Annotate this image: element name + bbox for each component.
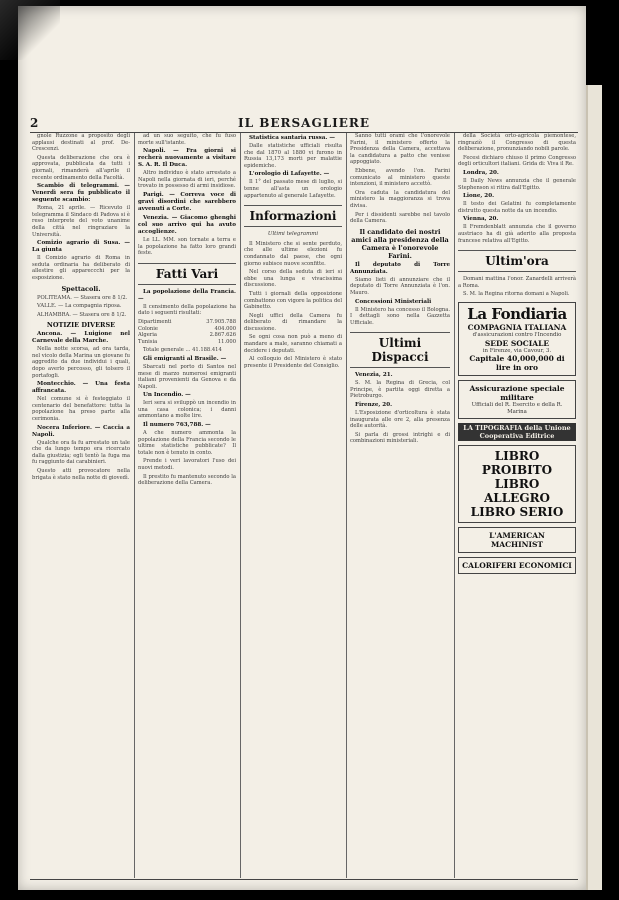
ad-book-allegro: LIBRO ALLEGRO — [483, 477, 550, 506]
article-headline: Venezia. — Giacomo ghenghi col suo arrivo qui ha avuto accoglienze. — [138, 214, 236, 235]
article-paragraph: Nel corso della seduta di ieri si ebbe una lunga e vivacissima discussione. — [244, 269, 342, 289]
article-paragraph: Al colloquio del Ministero è stato presente il Presidente del Consiglio. — [244, 356, 342, 369]
article-paragraph: Il prestito fu mantenuto secondo la deliberazione della Camera. — [138, 473, 236, 487]
ad-fondiaria-title: La Fondiaria — [467, 304, 567, 323]
article-paragraph: Dalle statistiche ufficiali risulta che dal 1870 al 1880 vi furono in Russia 13,173 morti per malattie epidemiche. — [244, 143, 342, 169]
column-5-text — [458, 133, 576, 298]
article-paragraph: Questo atti provocatore nella brigata è stato nella notte di giovedì. — [32, 468, 130, 481]
column-heading: Il candidato dei nostri amici alla presidenza della Camera è l'onorevole Farini. — [351, 227, 449, 260]
article-paragraph: Se ogni cosa non può a meno di mandare a male, saranno chiamati a decidere i deputati. — [244, 334, 342, 354]
article-paragraph: Le LL. MM. son tornate a terra e la popolazione ha fatto loro grandi feste. — [138, 236, 236, 257]
article-headline: Comizio agrario di Susa. — La giunta — [32, 240, 130, 254]
article-headline: Londra, 20. — [463, 169, 499, 176]
ad-machinist-title: L'AMERICAN MACHINIST — [489, 531, 545, 550]
article-paragraph: Negli uffici della Camera fu deliberato di rimandare la discussione. — [244, 312, 342, 332]
column-divider — [346, 133, 347, 878]
article-paragraph: Nella notte scorsa, ad ora tarda, nel vicolo della Marina un giovane fu aggredito da due individui i quali, dopo averlo percosso, gli tolsero il portafogli. — [32, 346, 130, 379]
ad-capital: Capitale 40,000,000 di lire in oro — [469, 354, 565, 373]
column-divider — [454, 133, 455, 878]
article-paragraph: Per i dissidenti sarebbe nel tavolo della Camera. — [350, 211, 450, 225]
ad-fondiaria — [458, 302, 576, 376]
ad-banner: LA TIPOGRAFIA della Unione Cooperativa Editrice — [458, 423, 576, 441]
article-paragraph: ALHAMBRA. — Stasera ore 8 1/2. — [37, 311, 127, 318]
article-headline: Statistica santaria russa. — — [249, 135, 335, 141]
table-row — [138, 319, 236, 326]
article-paragraph: Tutti i giornali della opposizione combattono con vigore la politica del Gabinetto. — [244, 290, 342, 311]
article-paragraph: Sbarcati nel porto di Santos nel mese di marzo numerosi emigranti italiani provenienti da Genova e da Napoli. — [138, 363, 236, 390]
section-heading: Ultim'ora — [458, 250, 576, 272]
article-headline: L'orologio di Lafayette. — — [249, 171, 330, 178]
article-paragraph: Il Daily News annunzia che il generale Stephenson si ritira dall'Egitto. — [458, 177, 576, 191]
article-paragraph: Il censimento della popolazione ha dato i seguenti risultati: — [138, 303, 236, 317]
article-paragraph: Ieri sera si sviluppò un incendio in una casa colonica; i danni ammontano a molte lire. — [138, 400, 236, 420]
article-headline: Venezia, 21. — [355, 372, 393, 379]
column-divider — [134, 133, 135, 878]
ad-insurance-title: Assicurazione speciale militare — [469, 384, 565, 403]
article-headline: Scambio di telegrammi. — Venerdì sera fu pubblicato il seguente scambio: — [32, 183, 130, 204]
article-headline: Parigi. — Correva voce di gravi disordini che sarebbero avvenuti a Corte. — [138, 191, 236, 212]
table-row — [138, 326, 236, 333]
article-paragraph: POLITEAMA. — Stasera ore 8 1/2. — [37, 294, 128, 301]
article-headline: La popolazione della Francia. — — [138, 288, 236, 302]
article-paragraph: Prende i veri lavoratori l'uso dei nuovi metodi. — [138, 458, 236, 472]
article-paragraph: gnole Ruzzone a proposito degli applausi destinati al prof. De-Crescenzi. — [32, 133, 130, 153]
article-paragraph: Fecesi dichiaro chiuso il primo Congresso degli orticultori italiani. Grida di: Viva il Re. — [458, 154, 576, 168]
table-label: Tunisia — [138, 338, 158, 345]
section-subheading: Ultimi telegrammi — [267, 231, 319, 238]
column-heading: NOTIZIE DIVERSE — [46, 321, 116, 330]
article-headline: Firenze, 20. — [355, 402, 393, 409]
ad-seat: SEDE SOCIALE — [484, 338, 550, 348]
article-headline: Napoli. — Fra giorni si recherà nuovamente a visitare S. A. R. Il Duca. — [138, 148, 236, 169]
article-paragraph: L'Esposizione d'orticoltura è stata inaugurata alle ore 2, alla presenza delle autorità. — [350, 410, 450, 430]
page-edge — [586, 85, 602, 890]
article-paragraph: ad un suo seguito, che fu fuso morte sull'istante. — [138, 133, 236, 146]
article-paragraph: Ebbene, avendo l'on. Farini comunicato al ministero queste intenzioni, il ministero accettò. — [350, 167, 450, 188]
article-paragraph: Il Ministero ha concesso il Bologna. I dettagli sono nella Gazzetta Ufficiale. — [350, 306, 450, 326]
article-paragraph: A che numero ammonta la popolazione della Francia secondo le ultime statistiche pubblicate? Il totale non è tenuto in conto. — [138, 430, 236, 456]
table-label: Colonie — [138, 325, 158, 332]
article-headline: Nocera Inferiore. — Caccia a Napoli. — [32, 424, 130, 438]
masthead-title: IL BERSAGLIERE — [237, 116, 371, 130]
article-paragraph: Totale generale ... 41.188.414 — [143, 347, 222, 354]
ad-stoves — [458, 557, 576, 574]
article-paragraph: Domani mattina l'onor. Zanardelli arriverà a Roma. — [458, 276, 576, 289]
article-paragraph: Altro individuo è stato arrestato a Napoli nella giornata di ieri, perché trovato in possesso di armi insidiose. — [138, 170, 236, 190]
table-label: Algeria — [138, 332, 158, 339]
table-value: 11.000 — [217, 338, 236, 345]
article-paragraph: Qualche ora fa fu arrestato un tale che da lungo tempo era ricercato dalla giustizia; egli tentò la fuga ma fu raggiunto dai carabinieri. — [32, 439, 130, 466]
table-value: 404.000 — [214, 325, 236, 332]
article-paragraph: della Società orto-agricola piemontese, ringraziò il Congresso di questa deliberazione, pronunziando nobili parole. — [458, 133, 576, 153]
article-headline: Montecchio. — Una festa affrancata. — [32, 381, 130, 395]
article-paragraph: VALLE. — La compagnia riposa. — [37, 303, 122, 310]
article-paragraph: Nel comune si è festeggiato il centenario del benefattore: tutta la popolazione ha preso parte alla cerimonia. — [32, 396, 130, 423]
section-heading: Ultimi Dispacci — [350, 332, 450, 368]
article-paragraph: Questa deliberazione che ora è approvata, pubblicata da tutti i giornali, rimanderà all'aprile il recente ordinamento della Facoltà. — [32, 154, 130, 181]
section-heading: Fatti Vari — [138, 263, 236, 285]
corner-shadow — [0, 0, 60, 60]
article-paragraph: Il Fremdenblatt annunzia che il governo austriaco ha di già aderito alla proposta francese relativa all'Egitto. — [458, 224, 576, 244]
article-headline: Lione, 20. — [463, 193, 495, 200]
article-paragraph: Sanno tutti orami che l'onorevole Farini, il ministero offerto la Presidenza della Camera, accettava la candidatura a patto che venisse appoggiato. — [350, 133, 450, 166]
ad-books — [458, 445, 576, 523]
column-divider — [240, 133, 241, 878]
column-1 — [32, 133, 130, 878]
ad-tagline: d'assicurazioni contro l'Incendio — [472, 331, 562, 338]
table-value: 37.905.788 — [206, 318, 236, 325]
article-headline: Gli emigranti al Brasile. — — [143, 355, 227, 362]
article-paragraph: Si parla di grossi intrighi e di combinazioni ministeriali. — [350, 431, 450, 445]
column-heading: Spettacoli. — [61, 284, 101, 293]
ad-book-serio: LIBRO SERIO — [470, 505, 564, 520]
table-value: 2.867.626 — [209, 332, 236, 339]
article-paragraph: S. M. la Regina di Grecia, col Principe, è partita oggi diretta a Pietroburgo. — [350, 380, 450, 400]
article-headline: Il deputato di Torre Annunziata. — [350, 261, 450, 275]
statistics-table — [138, 319, 236, 345]
article-paragraph: S. M. la Regina ritorna domani a Napoli. — [463, 291, 570, 298]
article-paragraph: Il testo dei Gelatini fu completamente distrutto questa notte da un incendio. — [458, 201, 576, 214]
article-paragraph: Il Ministero che si sente perduto, che alle ultime elezioni fu condannato dal paese, che ogni giorno subisce nuove sconfitte. — [244, 240, 342, 267]
ad-book-proibito: LIBRO PROIBITO — [481, 449, 553, 478]
page-number: 2 — [30, 116, 39, 130]
column-5 — [458, 133, 576, 878]
ad-stoves-title: CALORIFERI ECONOMICI — [462, 561, 572, 571]
ad-machinist — [458, 527, 576, 553]
article-paragraph: Roma, 21 aprile. — Ricevuto il telegramma il Sindaco di Padova si è reso interprete del voto unanime della città nel ringraziare la Università. — [32, 205, 130, 238]
column-4 — [350, 133, 450, 878]
article-paragraph: Siamo lieti di annunziare che il deputato di Torre Annunziata è l'on. Mauro. — [350, 276, 450, 296]
article-headline: Il numero 763,788. — — [143, 422, 211, 429]
column-2 — [138, 133, 236, 878]
article-paragraph: Il Comizio agrario di Roma in seduta ordinaria ha deliberato di allestire gli appareccchi per la esposizione. — [32, 255, 130, 281]
column-3 — [244, 133, 342, 878]
article-headline: Un Incendio. — — [143, 392, 191, 399]
bottom-rule — [30, 879, 578, 880]
ad-company: COMPAGNIA ITALIANA — [467, 322, 567, 332]
table-row — [138, 339, 236, 346]
ad-address: in Firenze, via Cavour, 3. — [482, 347, 552, 354]
article-headline: Concessioni Ministeriali — [355, 298, 432, 305]
article-headline: Ancona. — Luigione nel Carnevale della Marche. — [32, 331, 130, 345]
ad-insurance — [458, 380, 576, 419]
article-paragraph: Ora caduta la candidatura del ministero la maggioranza si trova divisa. — [350, 189, 450, 209]
article-headline: Vienna, 20. — [463, 216, 499, 223]
table-label: Dipartimenti — [138, 318, 172, 325]
section-heading: Informazioni — [244, 205, 342, 227]
article-paragraph: Il 1° del passato mese di luglio, si tenne all'asta un orologio appartenuto al generale Lafayette. — [244, 179, 342, 199]
table-row — [138, 332, 236, 339]
ad-insurance-sub: Ufficiali del R. Esercito e della R. Marina — [471, 402, 563, 415]
